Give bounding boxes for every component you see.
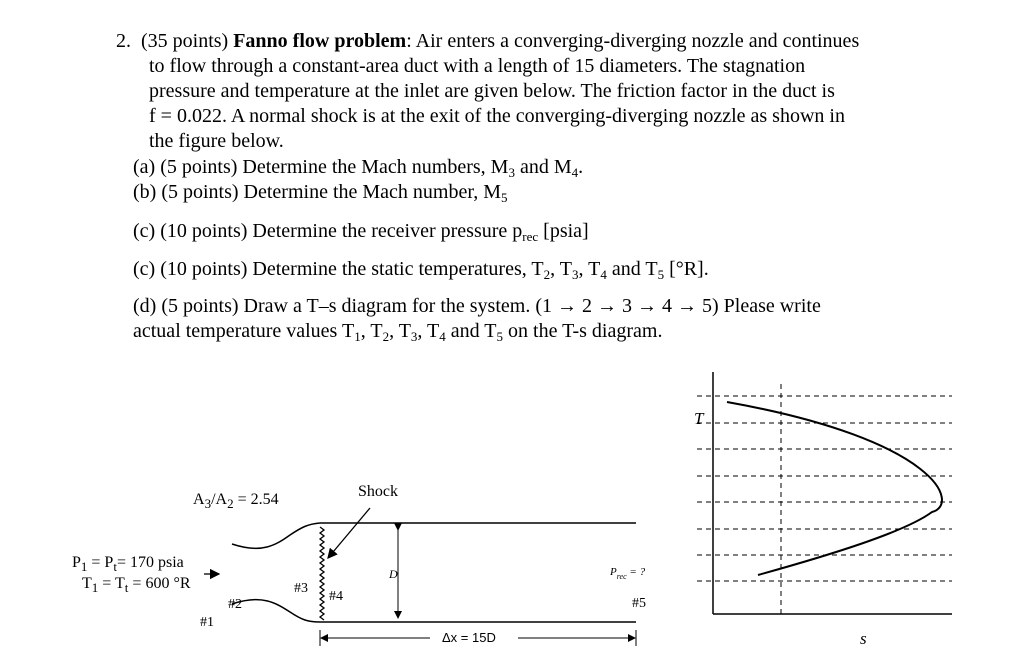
- part-d-line-2: actual temperature values $T_1$, $T_2$, $T_3$, $T_4$ and $T_5$ on the T-s diagram.: [133, 320, 663, 344]
- inlet-temperature-label: $T_1 = T_t = 600$ °R: [82, 575, 191, 595]
- problem-title: Fanno flow problem: [233, 30, 407, 52]
- station-3-label: #3: [294, 581, 308, 596]
- ts-fanno-curve: [727, 402, 942, 575]
- diameter-label: D: [389, 567, 398, 581]
- problem-line-3: pressure and temperature at the inlet are given below. The friction factor in the duct is: [149, 80, 835, 102]
- station-1-label: #1: [200, 615, 214, 630]
- ts-dashed-grid: [697, 384, 952, 614]
- station-4-label: #4: [329, 589, 343, 604]
- part-c-pressure: (c) (10 points) Determine the receiver pressure $p_{rec}$ [psia]: [133, 220, 589, 244]
- nozzle-lower-wall: [232, 600, 320, 622]
- shock-pointer-arrow: [328, 508, 370, 558]
- problem-points: (35 points): [141, 30, 234, 52]
- station-2-label: #2: [228, 597, 242, 612]
- station-5-label: #5: [632, 596, 646, 611]
- inlet-pressure-label: $P_1 = P_t= 170$ psia: [72, 554, 184, 574]
- problem-line-5: the figure below.: [149, 130, 284, 152]
- area-ratio-label: $A_3/A_2 = 2.54$: [193, 491, 279, 511]
- part-a: (a) (5 points) Determine the Mach numbers, $M_3$ and $M_4$.: [133, 156, 584, 180]
- problem-line-2: to flow through a constant-area duct with a length of 15 diameters. The stagnation: [149, 55, 806, 77]
- shock-label: Shock: [358, 483, 398, 500]
- duct-length-label: Δx = 15D: [442, 630, 496, 645]
- nozzle-upper-wall: [232, 523, 320, 548]
- problem-number: 2.: [116, 30, 131, 52]
- ts-diagram: [697, 372, 952, 614]
- ts-entropy-axis-label: s: [860, 629, 867, 648]
- receiver-pressure-label: $P_{rec}$ = ?: [610, 566, 646, 581]
- part-b: (b) (5 points) Determine the Mach number, $M_5$: [133, 181, 508, 205]
- part-c-temperatures: (c) (10 points) Determine the static temperatures, $T_2$, $T_3$, $T_4$ and $T_5$ [°R].: [133, 258, 709, 282]
- problem-line-1: : Air enters a converging-diverging nozzle and continues: [406, 30, 860, 52]
- normal-shock-wave: [320, 527, 324, 620]
- problem-line-4: f = 0.022. A normal shock is at the exit of the converging-diverging nozzle as shown in: [149, 105, 845, 127]
- part-d-line-1: (d) (5 points) Draw a T–s diagram for the system. (1 → 2 → 3 → 4 → 5) Please write: [133, 295, 821, 317]
- ts-temperature-axis-label: T: [694, 409, 704, 428]
